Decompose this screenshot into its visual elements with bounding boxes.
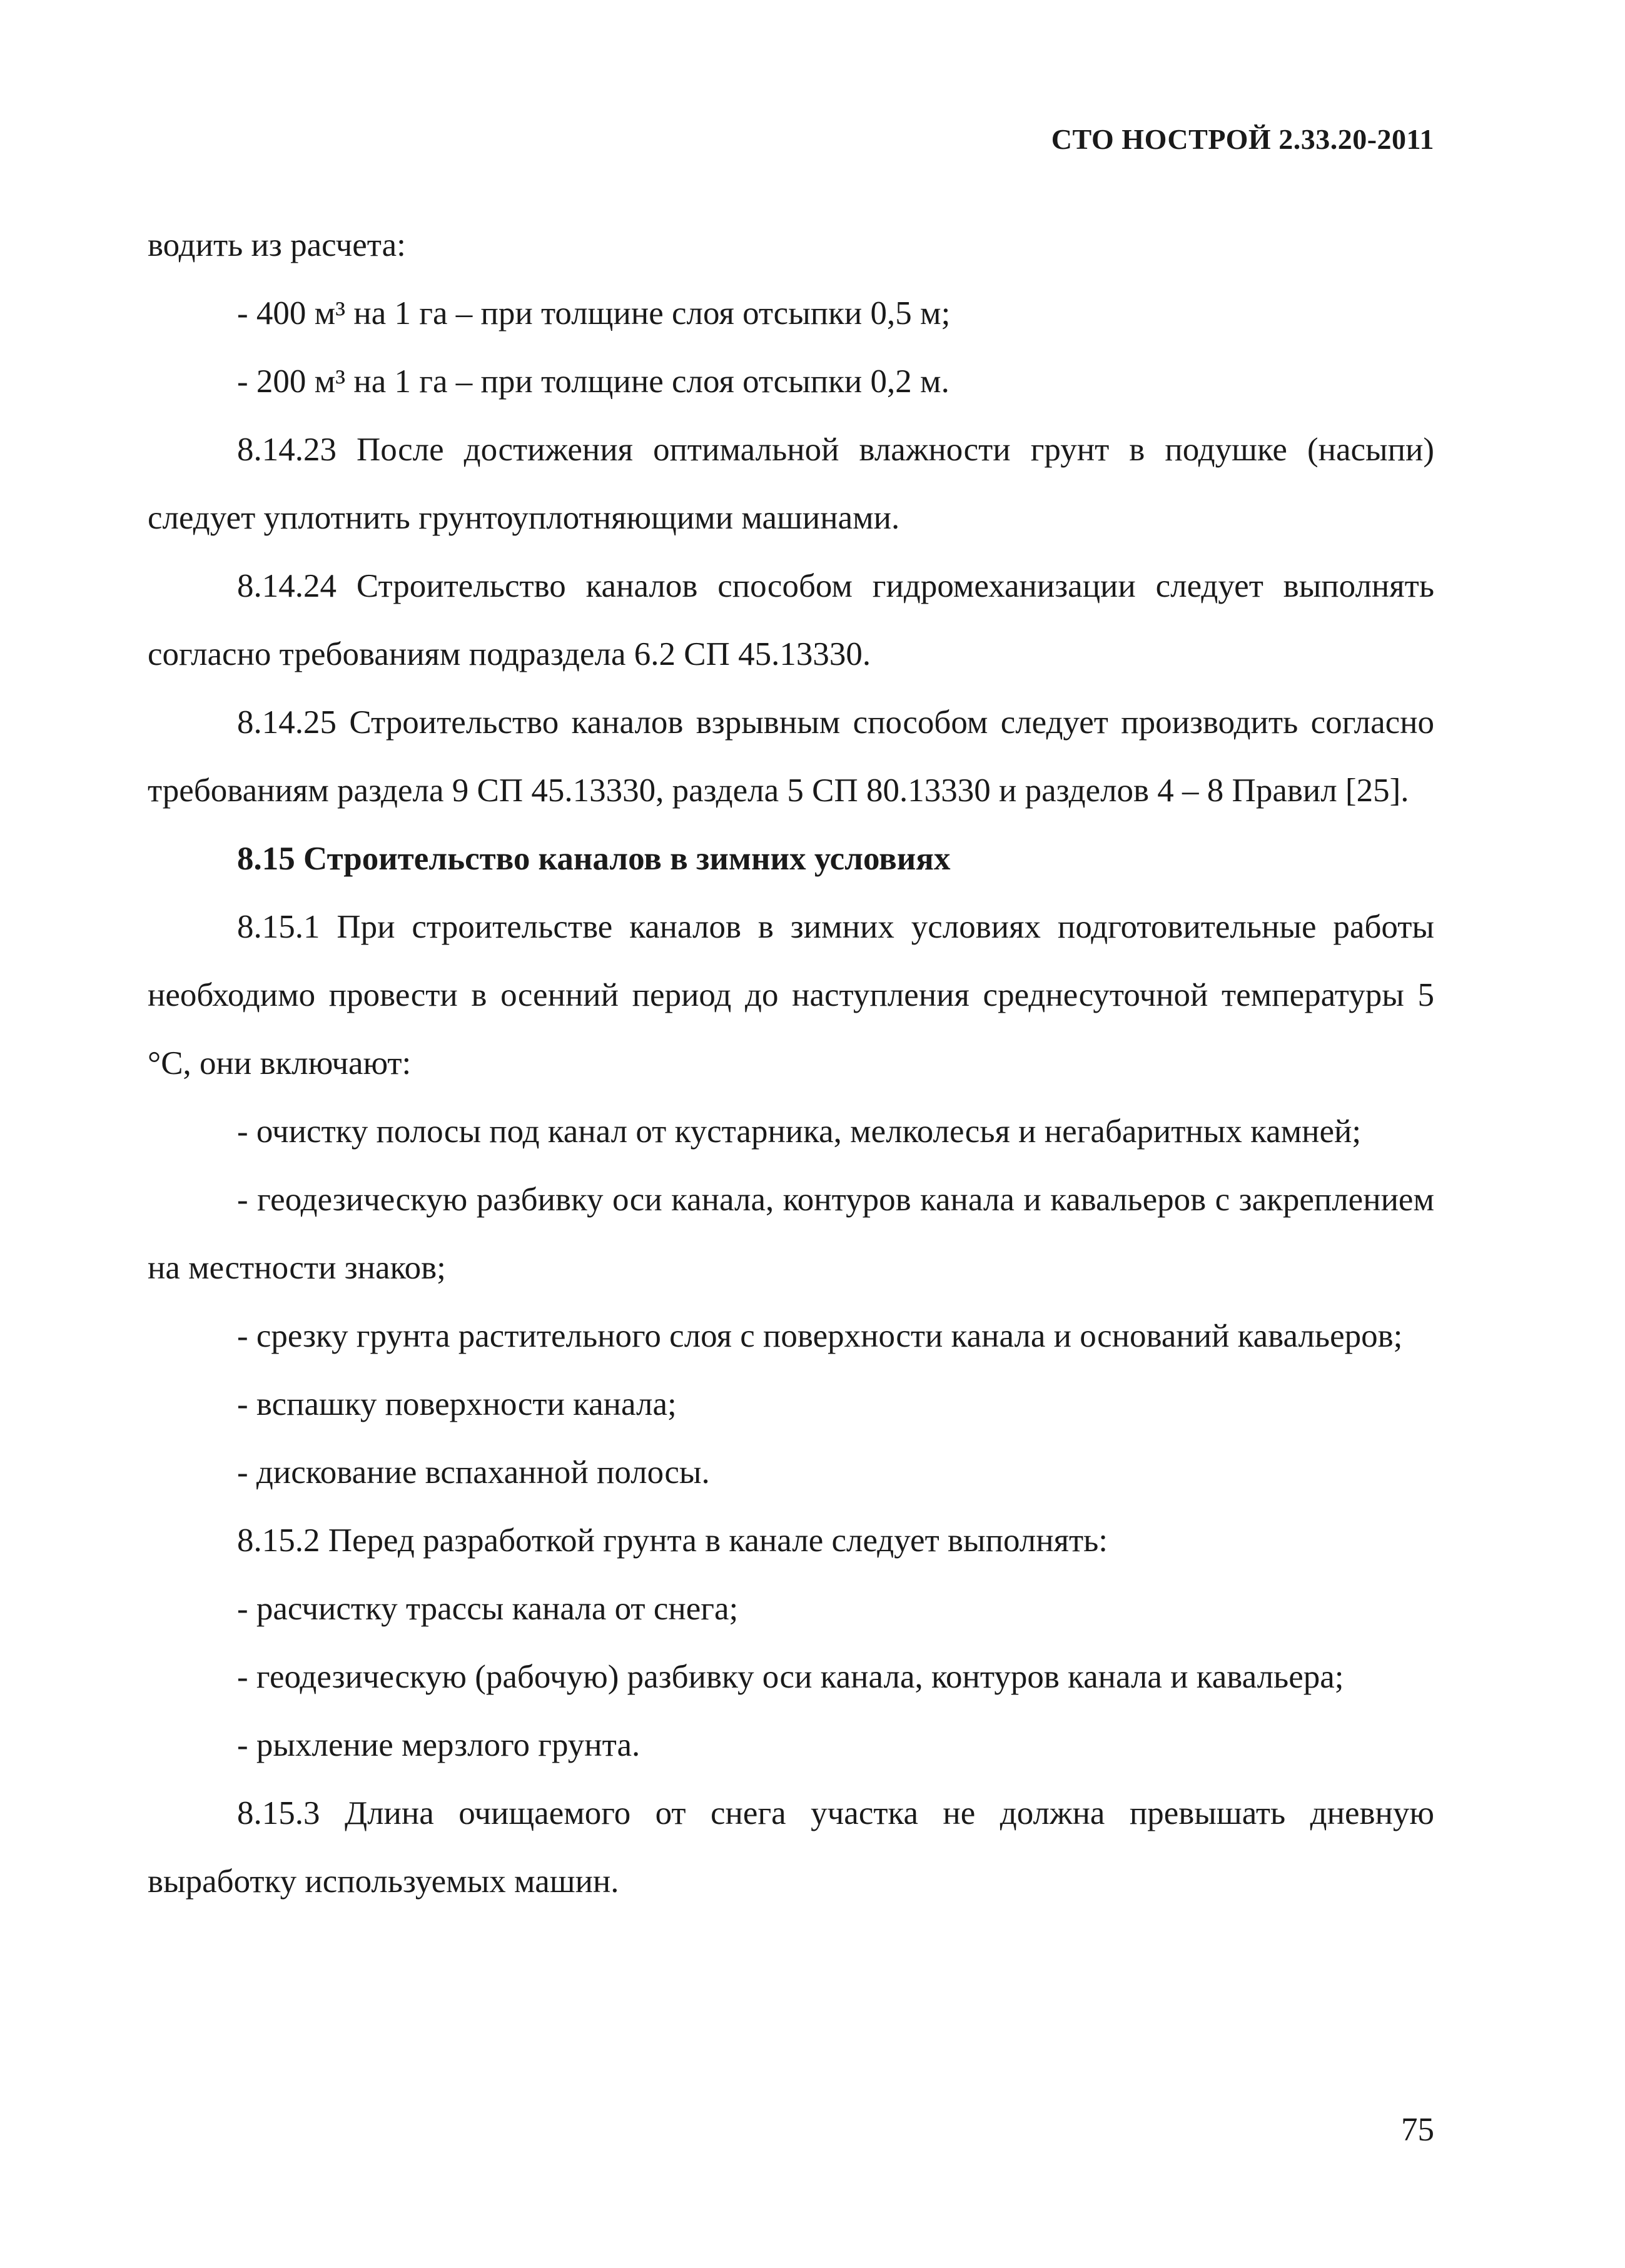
list-item: - геодезическую (рабочую) разбивку оси канала, контуров канала и кавальера; [237, 1659, 1344, 1695]
list-item: - 400 м³ на 1 га – при толщине слоя отсыпки 0,5 м; [237, 295, 951, 332]
list-item: - 200 м³ на 1 га – при толщине слоя отсыпки 0,2 м. [237, 363, 949, 400]
paragraph-continuation: водить из расчета: [148, 227, 406, 263]
document-code-header: СТО НОСТРОЙ 2.33.20-2011 [1051, 123, 1434, 155]
clause-8-15-2: 8.15.2 Перед разработкой грунта в канале следует выполнять: [237, 1522, 1108, 1559]
clause-8-15-1: 8.15.1 При строительстве каналов в зимних условиях подготовительные работы необходимо провести в осенний период до наступления среднесуточной температуры 5 °С, они включают: [148, 909, 1434, 1081]
list-item: - вспашку поверхности канала; [237, 1386, 677, 1422]
list-item: - дискование вспаханной полосы. [237, 1454, 710, 1491]
list-item: - срезку грунта растительного слоя с поверхности канала и оснований кавальеров; [237, 1318, 1403, 1354]
clause-8-15-3: 8.15.3 Длина очищаемого от снега участка не должна превышать дневную выработку используемых машин. [148, 1795, 1434, 1900]
document-body [148, 211, 1434, 1916]
clause-8-14-24: 8.14.24 Строительство каналов способом гидромеханизации следует выполнять согласно требованиям подраздела 6.2 СП 45.13330. [148, 568, 1434, 672]
list-item: - расчистку трассы канала от снега; [237, 1591, 739, 1627]
section-heading-8-15: 8.15 Строительство каналов в зимних условиях [237, 841, 951, 877]
clause-8-14-25: 8.14.25 Строительство каналов взрывным способом следует производить согласно требованиям раздела 9 СП 45.13330, раздела 5 СП 80.13330 и разделов 4 – 8 Правил [25]. [148, 704, 1434, 809]
clause-8-14-23: 8.14.23 После достижения оптимальной влажности грунт в подушке (насыпи) следует уплотнить грунтоуплотняющими машинами. [148, 432, 1434, 536]
page-number: 75 [1401, 2112, 1434, 2148]
list-item: - геодезическую разбивку оси канала, контуров канала и кавальеров с закреплением на местности знаков; [148, 1182, 1434, 1286]
list-item: - очистку полосы под канал от кустарника, мелколесья и негабаритных камней; [237, 1113, 1362, 1150]
list-item: - рыхление мерзлого грунта. [237, 1727, 640, 1763]
